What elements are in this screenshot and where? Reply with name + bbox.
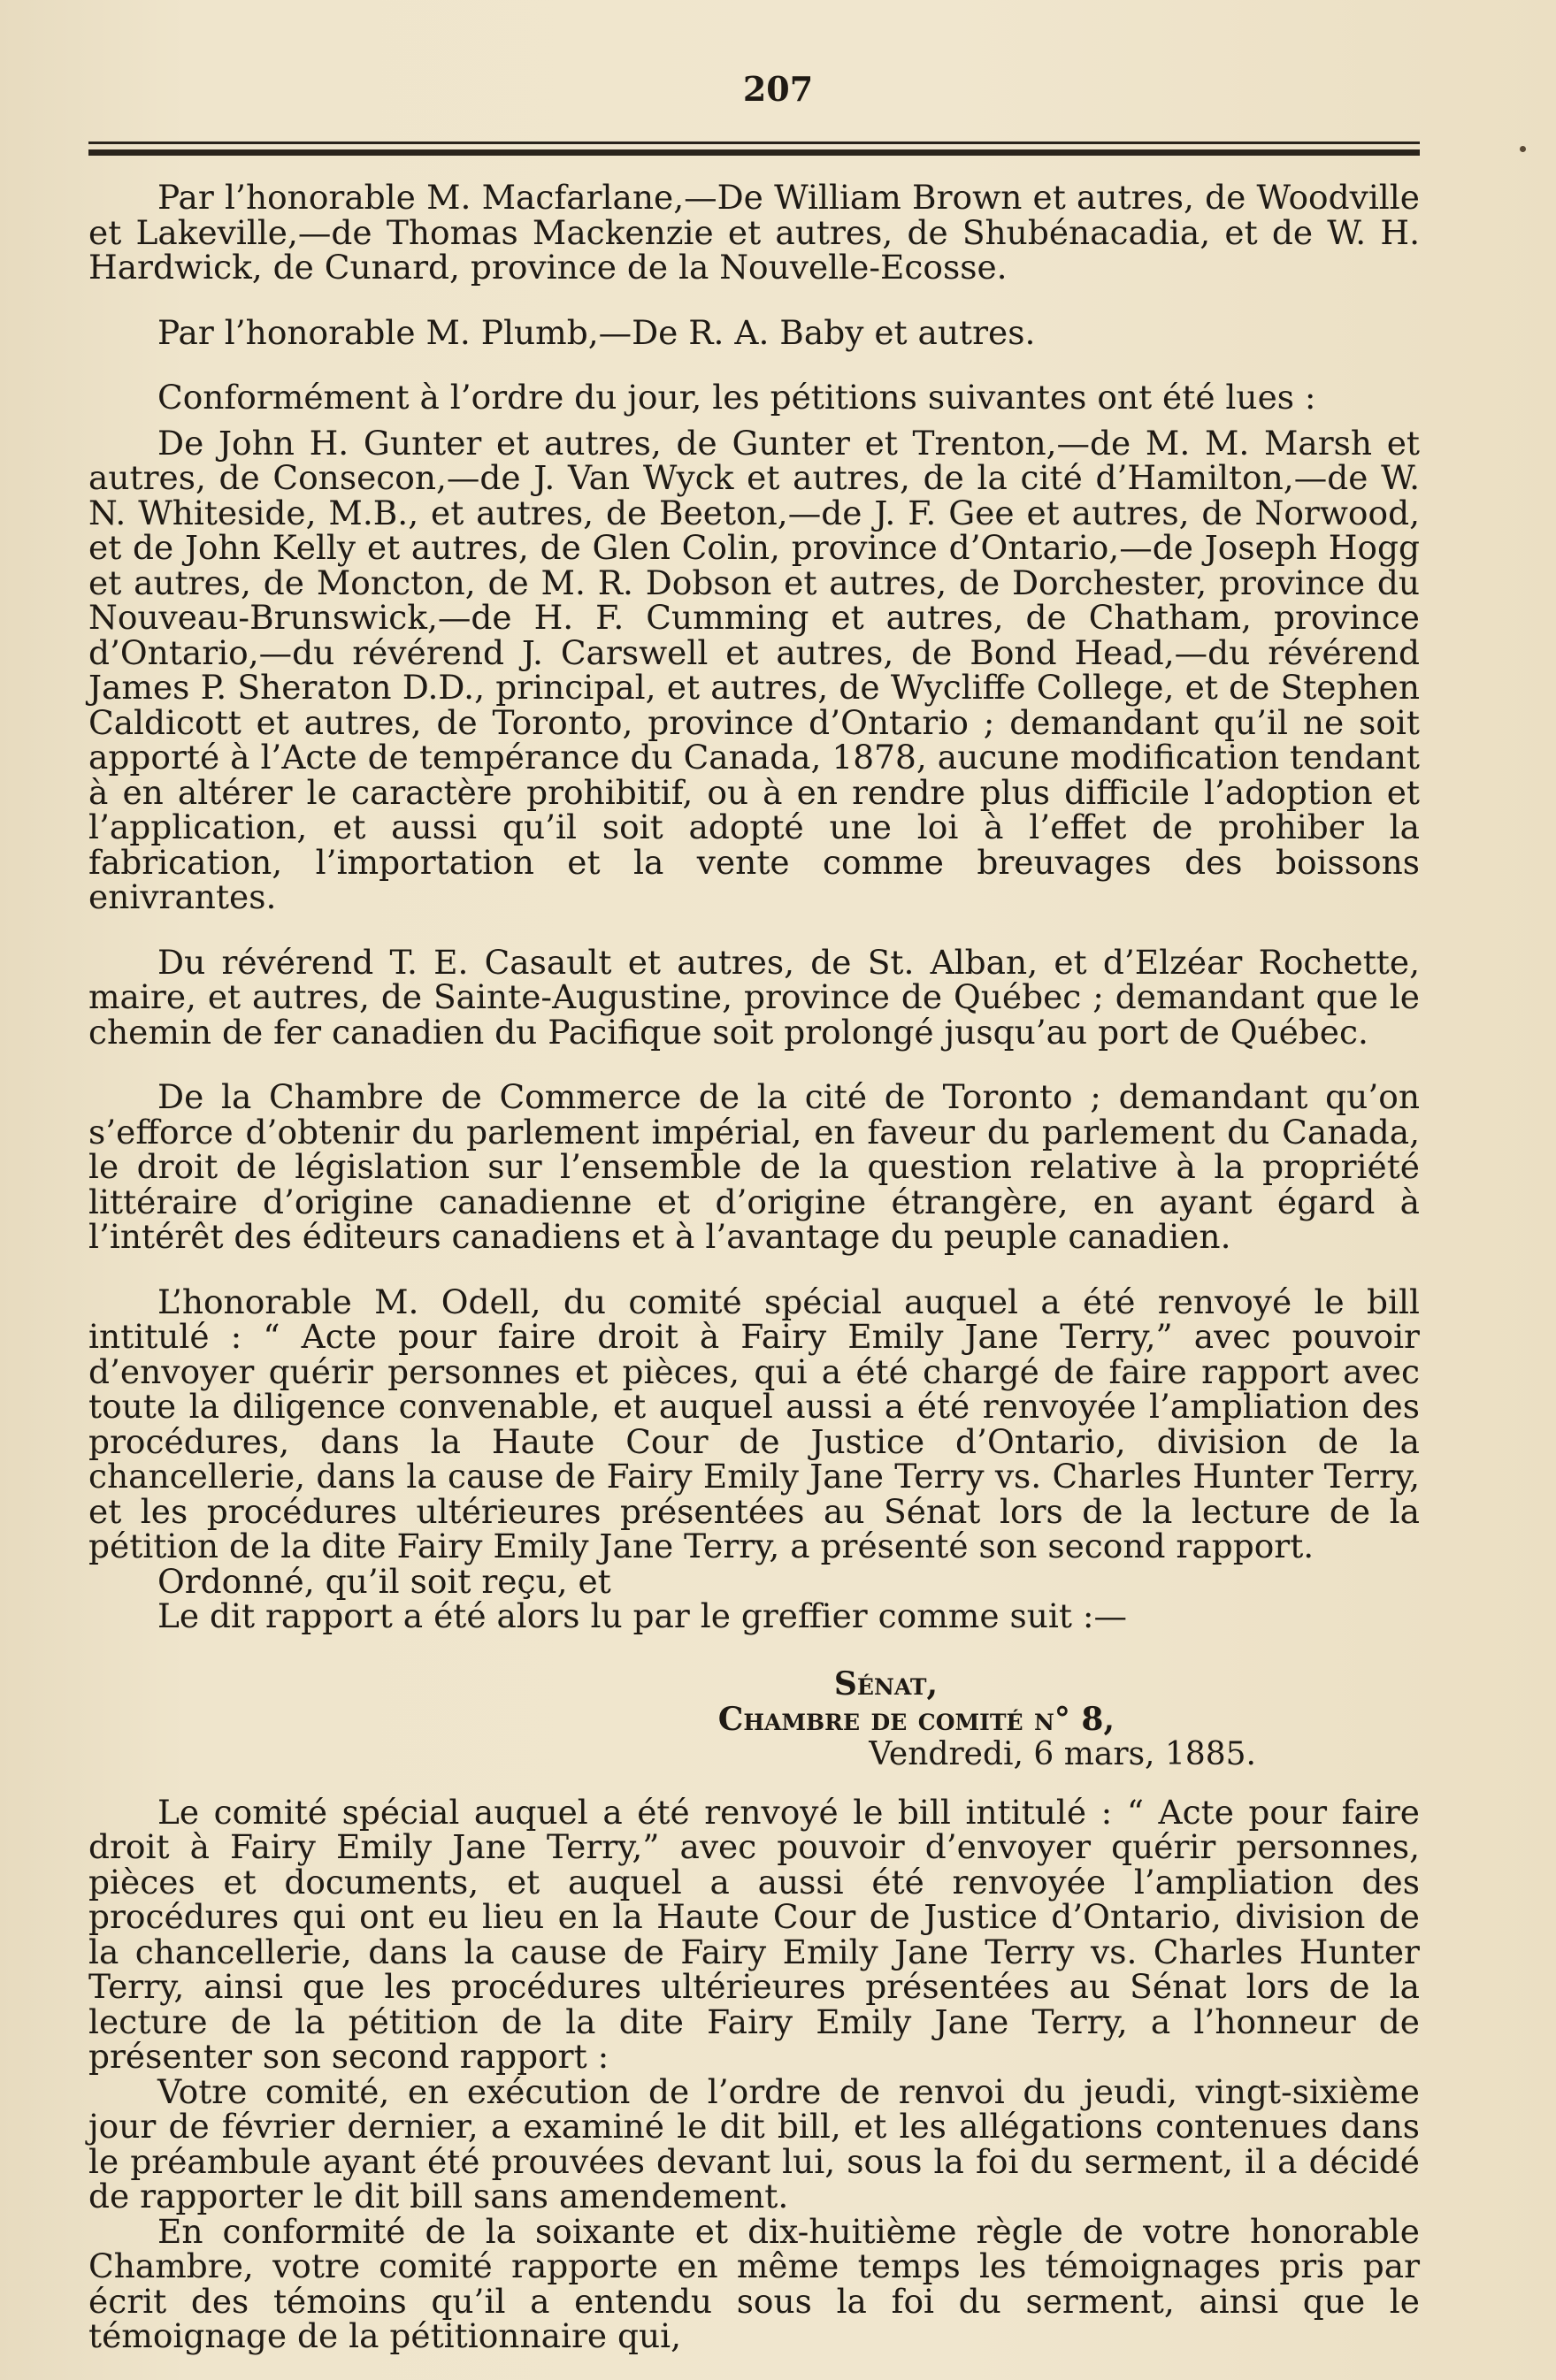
heading-senat: Sénat, <box>833 1664 938 1703</box>
page-number: 207 <box>742 69 814 109</box>
paragraph-odell-report: L’honorable M. Odell, du comité spécial auquel a été renvoyé le bill intitulé : “ Acte pour faire droit à Fairy Emily Jane Terry,” avec pouvoir d’envoyer quérir personnes et pièces, qui a été chargé de faire rapport avec toute la diligence convenable, et auquel aussi a été renvoyée l’ampliation des procédures, dans la Haute Cour de Justice d’Ontario, division de la chancellerie, dans la cause de Fairy Emily Jane Terry vs. Charles Hunter Terry, et les procédures ultérieures présentées au Sénat lors de la lecture de la pétition de la dite Fairy Emily Jane Terry, a présenté son second rapport. <box>88 1282 1420 1565</box>
heading-committee-room: Chambre de comité n° 8, <box>717 1700 1115 1738</box>
header-rule-thick <box>88 149 1420 156</box>
paragraph-petition-plumb: Par l’honorable M. Plumb,—De R. A. Baby et autres. <box>157 312 1036 352</box>
paragraph-temperance-petitions: De John H. Gunter et autres, de Gunter et Trenton,—de M. M. Marsh et autres, de Consecon,—de J. Van Wyck et autres, de la cité d’Hamilton,—de W. N. Whiteside, M.B., et autres, de Beeton,—de J. F. Gee et autres, de Norwood, et de John Kelly et autres, de Glen Colin, province d’Ontario,—de Joseph Hogg et autres, de Moncton, de M. R. Dobson et autres, de Dorchester, province du Nouveau-Brunswick,—de H. F. Cumming et autres, de Chatham, province d’Ontario,—du révérend J. Carswell et autres, de Bond Head,—du révérend James P. Sheraton D.D., principal, et autres, de Wycliffe College, et de Stephen Caldicott et autres, de Toronto, province d’Ontario ; demandant qu’il ne soit apporté à l’Acte de tempérance du Canada, 1878, aucune modification tendant à en altérer le caractère prohibitif, ou à en rendre plus difficile l’adoption et l’application, et aussi qu’il soit adopté une loi à l’effet de prohiber la fabrication, l’importation et la vente comme breuvages des boissons enivrantes. <box>88 423 1420 916</box>
paragraph-chambre-commerce: De la Chambre de Commerce de la cité de Toronto ; demandant qu’on s’efforce d’obtenir du parlement impérial, en faveur du parlement du Canada, le droit de législation sur l’ensemble de la question relative à la propriété littéraire d’origine canadienne et d’origine étrangère, en ayant égard à l’intérêt des éditeurs canadiens et à l’avantage du peuple canadien. <box>88 1077 1420 1256</box>
report-paragraph-testimony: En conformité de la soixante et dix-huitième règle de votre honorable Chambre, votre comité rapporte en même temps les témoignages pris par écrit des témoins qu’il a entendu sous la foi du serment, ainsi que le témoignage de la pétitionnaire qui, <box>88 2211 1420 2355</box>
page-body <box>88 180 1420 2354</box>
paragraph-ordered: Ordonné, qu’il soit reçu, et <box>157 1561 611 1601</box>
report-paragraph-examination: Votre comité, en exécution de l’ordre de renvoi du jeudi, vingt-sixième jour de février dernier, a examiné le dit bill, et les allégations contenues dans le préambule ayant été prouvées devant lui, sous la foi du serment, il a décidé de rapporter le dit bill sans amendement. <box>88 2071 1420 2215</box>
header-rule-thin <box>88 142 1420 144</box>
paper-speck <box>1520 146 1526 152</box>
heading-date: Vendredi, 6 mars, 1885. <box>869 1735 1256 1772</box>
paragraph-order-of-day: Conformément à l’ordre du jour, les pétitions suivantes ont été lues : <box>157 378 1316 417</box>
paragraph-casault-petition: Du révérend T. E. Casault et autres, de St. Alban, et d’Elzéar Rochette, maire, et autres, de Sainte-Augustine, province de Québec ; demandant que le chemin de fer canadien du Pacifique soit prolongé jusqu’au port de Québec. <box>88 942 1420 1052</box>
report-heading <box>88 1666 1420 1772</box>
paragraph-petition-macfarlane: Par l’honorable M. Macfarlane,—De William Brown et autres, de Woodville et Lakeville,—de Thomas Mackenzie et autres, de Shubénacadia, et de W. H. Hardwick, de Cunard, province de la Nouvelle-Ecosse. <box>88 178 1420 287</box>
paragraph-read-by-clerk: Le dit rapport a été alors lu par le greffier comme suit :— <box>157 1596 1127 1635</box>
report-paragraph-intro: Le comité spécial auquel a été renvoyé le bill intitulé : “ Acte pour faire droit à Fairy Emily Jane Terry,” avec pouvoir d’envoyer quérir personnes, pièces et documents, et auquel a aussi été renvoyée l’ampliation des procédures qui ont eu lieu en la Haute Cour de Justice d’Ontario, division de la chancellerie, dans la cause de Fairy Emily Jane Terry vs. Charles Hunter Terry, ainsi que les procédures ultérieures présentées au Sénat lors de la lecture de la pétition de la dite Fairy Emily Jane Terry, a l’honneur de présenter son second rapport : <box>88 1792 1420 2076</box>
